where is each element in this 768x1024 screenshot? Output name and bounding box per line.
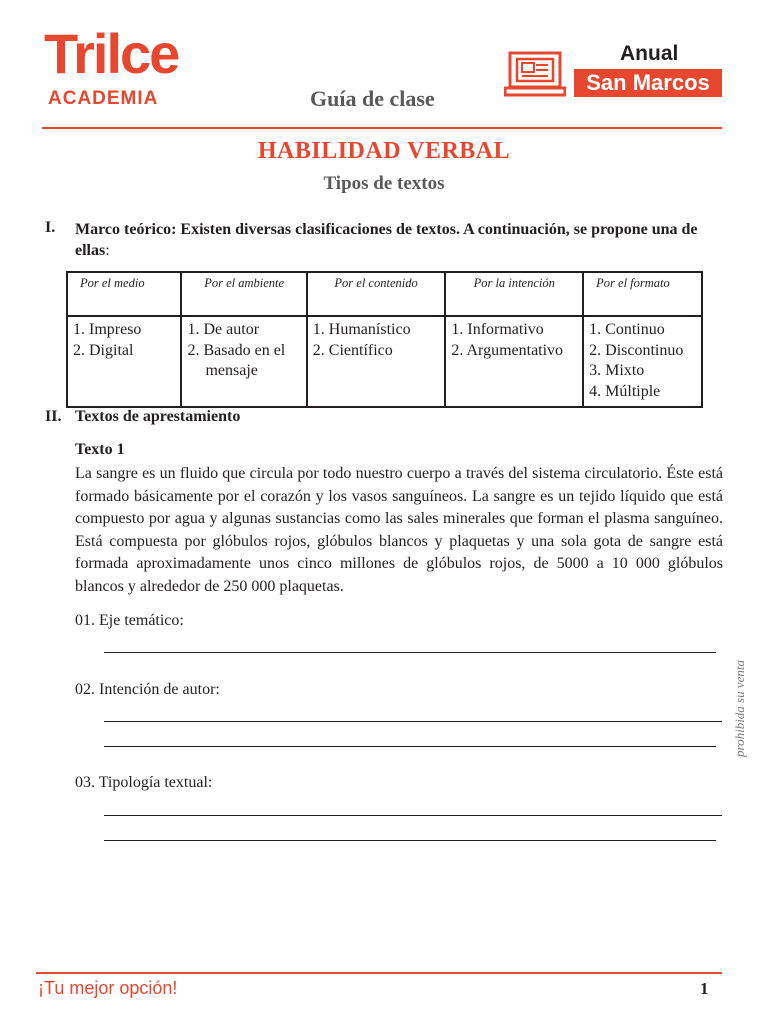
list-item: 1. Informativo <box>451 321 544 338</box>
answer-line[interactable] <box>104 815 722 816</box>
text-1-title: Texto 1 <box>75 441 125 458</box>
section-2-number: II. <box>45 408 62 425</box>
watermark <box>724 625 754 760</box>
list-item: 1. De autor <box>187 321 260 338</box>
guide-label: Guía de clase <box>310 86 435 111</box>
table-header: Por el medio <box>67 272 181 316</box>
footer-slogan: ¡Tu mejor opción! <box>38 978 178 998</box>
section-1-number: I. <box>45 219 56 236</box>
list-item: 3. Mixto <box>589 362 645 379</box>
watermark-text: prohibida su venta <box>732 659 747 757</box>
list-item: 2. Argumentativo <box>451 341 564 359</box>
section-1-colon: : <box>105 242 110 259</box>
list-item: 1. Continuo <box>589 321 665 338</box>
answer-line[interactable] <box>104 840 716 841</box>
list-item: 2. Digital <box>73 341 134 359</box>
question-3-label: 03. Tipología textual: <box>75 774 213 791</box>
question-1-label: 01. Eje temático: <box>75 612 184 629</box>
page-title: HABILIDAD VERBAL <box>257 138 511 164</box>
table-cell <box>181 316 306 407</box>
answer-line[interactable] <box>104 746 716 747</box>
program-badge: San Marcos <box>574 69 722 97</box>
table-cell <box>307 316 446 407</box>
list-item: 1. Impreso <box>73 321 142 338</box>
section-1-text: Marco teórico: Existen diversas clasificaciones de textos. A continuación, se propone una de ellas <box>75 221 698 259</box>
page-number: 1 <box>700 979 709 998</box>
section-2-heading: Textos de aprestamiento <box>75 408 241 425</box>
section-1-heading <box>75 219 725 261</box>
table-header: Por la intención <box>445 272 583 316</box>
answer-line[interactable] <box>104 652 716 653</box>
footer-divider <box>36 972 722 974</box>
table-row <box>67 316 702 407</box>
trilce-logo: Trilce <box>44 22 179 85</box>
table-cell <box>445 316 583 407</box>
laptop-icon <box>504 50 566 98</box>
text-1-paragraph: La sangre es un fluido que circula por todo nuestro cuerpo a través del sistema circulatorio. Éste está formado básicamente por el corazón y los vasos sanguíneos. La sangre es un tejido líquido que está compuesto por agua y algunas sustancias como las sales minerales que forman el plasma sanguíneo. Está compuesta por glóbulos rojos, glóbulos blancos y plaquetas y una sola gota de sangre está formada aproximadamente unos cinco millones de glóbulos rojos, de 5000 a 10 000 glóbulos blancos y alrededor de 250 000 plaquetas. <box>75 465 723 595</box>
list-item: 2. Científico <box>312 341 393 359</box>
answer-line[interactable] <box>104 721 722 722</box>
list-item: 2. Basado en el mensaje <box>187 341 286 379</box>
question-2-label: 02. Intención de autor: <box>75 681 220 698</box>
list-item: 4. Múltiple <box>589 382 661 400</box>
program-top-label: Anual <box>620 42 679 65</box>
header-divider <box>42 127 722 129</box>
table-cell <box>583 316 702 407</box>
academia-label: ACADEMIA <box>48 88 159 109</box>
list-item: 1. Humanístico <box>312 321 411 338</box>
list-item: 2. Discontinuo <box>589 341 684 359</box>
table-header-row <box>67 272 702 316</box>
page-subtitle: Tipos de textos <box>323 173 445 194</box>
table-header: Por el ambiente <box>181 272 306 316</box>
classification-table <box>66 271 703 408</box>
table-header: Por el contenido <box>307 272 446 316</box>
table-header: Por el formato <box>583 272 702 316</box>
table-cell <box>67 316 181 407</box>
